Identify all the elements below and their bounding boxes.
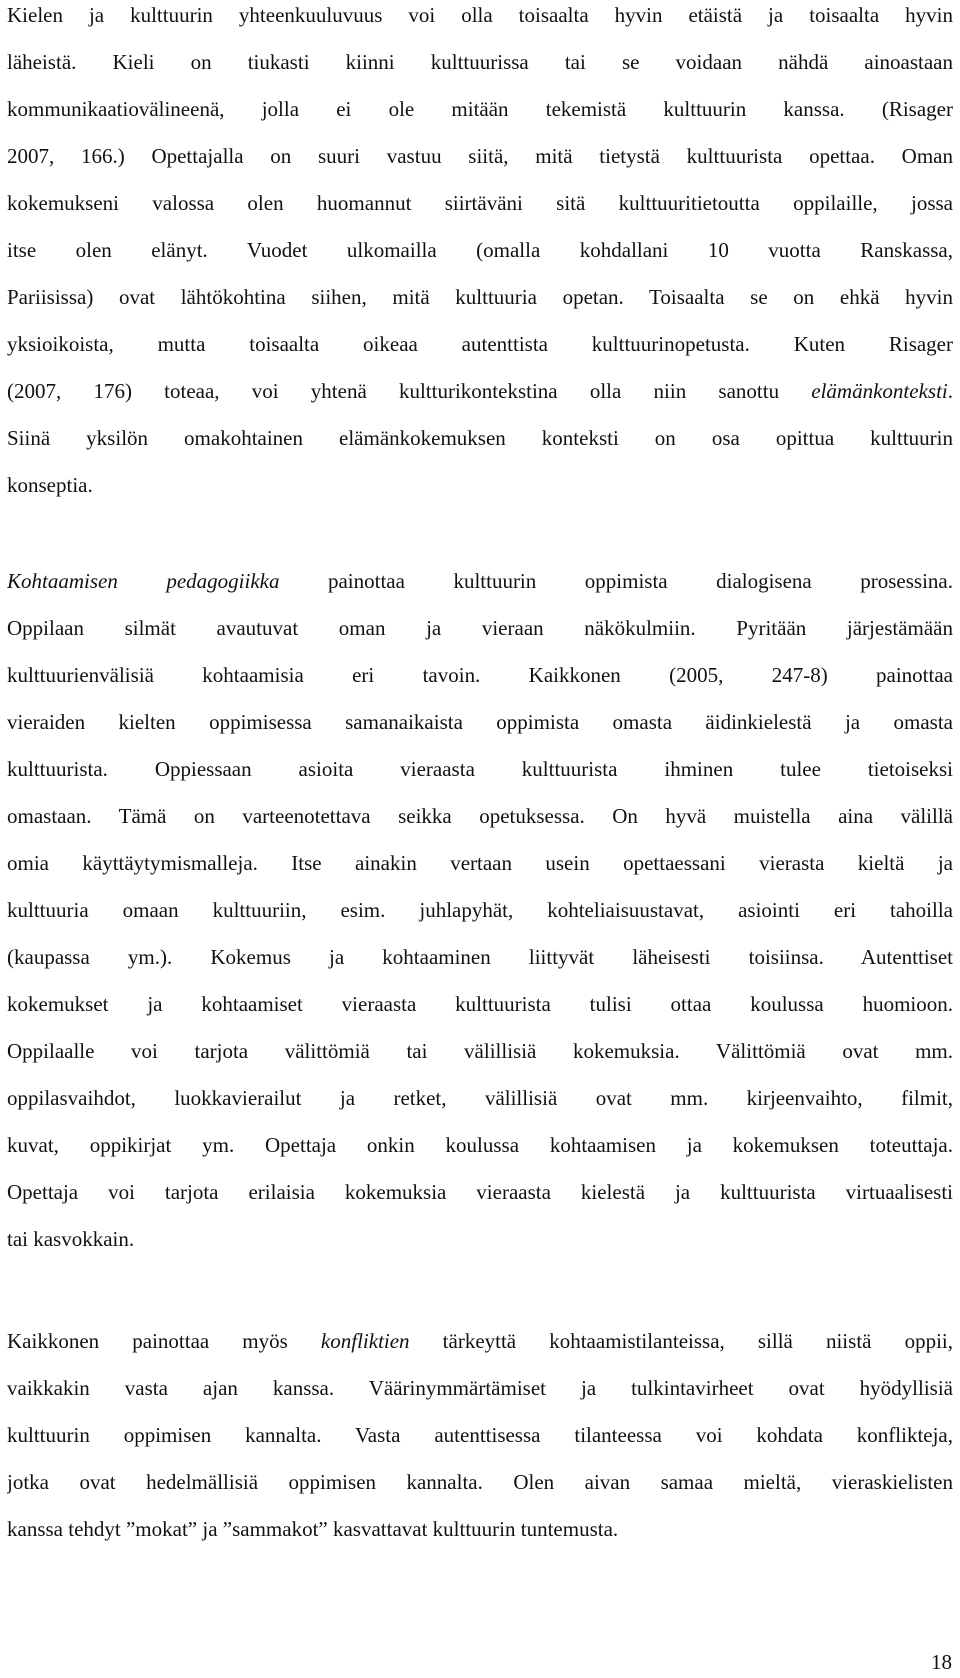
- text-segment: Pariisissa) ovat lähtökohtina siihen, mitä kulttuuria opetan. Toisaalta se on ehkä hyvin: [7, 285, 953, 309]
- text-line: [7, 1075, 953, 1122]
- text-segment: yksioikoista, mutta toisaalta oikeaa autenttista kulttuurinopetusta. Kuten Risager: [7, 332, 953, 356]
- italic-term: konfliktien: [320, 1329, 410, 1353]
- text-line: [7, 274, 953, 321]
- text-line: [7, 1506, 953, 1553]
- page-number: 18: [931, 1650, 952, 1674]
- text-segment: kulttuurin oppimisen kannalta. Vasta autenttisessa tilanteessa voi kohdata konflikteja,: [7, 1423, 953, 1447]
- text-segment: (kaupassa ym.). Kokemus ja kohtaaminen liittyvät läheisesti toisiinsa. Autenttiset: [7, 945, 953, 969]
- text-line: [7, 180, 953, 227]
- text-segment: Opettaja voi tarjota erilaisia kokemuksia vieraasta kielestä ja kulttuurista virtuaalisesti: [7, 1180, 953, 1204]
- text-segment: .: [947, 379, 953, 403]
- text-line: [7, 39, 953, 86]
- text-line: [7, 1365, 953, 1412]
- text-line: [7, 1459, 953, 1506]
- text-line: [7, 1318, 953, 1365]
- text-segment: Kaikkonen painottaa myös: [7, 1329, 321, 1353]
- text-segment: Kielen ja kulttuurin yhteenkuuluvuus voi olla toisaalta hyvin etäistä ja toisaalta hyvin: [7, 3, 953, 27]
- text-segment: kokemukset ja kohtaamiset vieraasta kulttuurista tulisi ottaa koulussa huomioon.: [7, 992, 953, 1016]
- paragraph-culture-language: [7, 0, 953, 509]
- text-line: [7, 558, 953, 605]
- text-line: [7, 1028, 953, 1075]
- text-line: [7, 887, 953, 934]
- text-line: [7, 793, 953, 840]
- text-line: [7, 746, 953, 793]
- text-line: [7, 699, 953, 746]
- text-segment: itse olen elänyt. Vuodet ulkomailla (omalla kohdallani 10 vuotta Ranskassa,: [7, 238, 953, 262]
- text-line: [7, 1412, 953, 1459]
- text-segment: oppilasvaihdot, luokkavierailut ja retket, välillisiä ovat mm. kirjeenvaihto, filmit,: [7, 1086, 953, 1110]
- text-segment: kulttuurienvälisiä kohtaamisia eri tavoin. Kaikkonen (2005, 247-8) painottaa: [7, 663, 953, 687]
- text-segment: kanssa tehdyt ”mokat” ja ”sammakot” kasvattavat kulttuurin tuntemusta.: [7, 1517, 619, 1541]
- text-segment: kulttuurista. Oppiessaan asioita vieraasta kulttuurista ihminen tulee tietoiseksi: [7, 757, 953, 781]
- text-segment: Oppilaalle voi tarjota välittömiä tai välillisiä kokemuksia. Välittömiä ovat mm.: [7, 1039, 953, 1063]
- text-line: [7, 1122, 953, 1169]
- text-line: [7, 0, 953, 39]
- text-segment: omastaan. Tämä on varteenotettava seikka opetuksessa. On hyvä muistella aina välillä: [7, 804, 953, 828]
- text-line: [7, 934, 953, 981]
- text-line: [7, 1216, 953, 1263]
- text-line: [7, 86, 953, 133]
- text-segment: kommunikaatiovälineenä, jolla ei ole mitään tekemistä kulttuurin kanssa. (Risager: [7, 97, 953, 121]
- text-segment: 2007, 166.) Opettajalla on suuri vastuu siitä, mitä tietystä kulttuurista opettaa. Oman: [7, 144, 953, 168]
- text-segment: tai kasvokkain.: [7, 1227, 135, 1251]
- text-line: [7, 1169, 953, 1216]
- italic-term: Kohtaamisen pedagogiikka: [7, 569, 280, 593]
- text-segment: vieraiden kielten oppimisessa samanaikaista oppimista omasta äidinkielestä ja omasta: [7, 710, 953, 734]
- text-segment: kulttuuria omaan kulttuuriin, esim. juhlapyhät, kohteliaisuustavat, asiointi eri tahoilla: [7, 898, 953, 922]
- text-line: [7, 415, 953, 462]
- text-segment: kuvat, oppikirjat ym. Opettaja onkin koulussa kohtaamisen ja kokemuksen toteuttaja.: [7, 1133, 953, 1157]
- text-segment: tärkeyttä kohtaamistilanteissa, sillä niistä oppii,: [409, 1329, 953, 1353]
- text-segment: konseptia.: [7, 473, 93, 497]
- text-line: [7, 652, 953, 699]
- text-segment: Oppilaan silmät avautuvat oman ja vieraan näkökulmiin. Pyritään järjestämään: [7, 616, 953, 640]
- text-line: [7, 981, 953, 1028]
- text-line: [7, 133, 953, 180]
- text-segment: omia käyttäytymismalleja. Itse ainakin vertaan usein opettaessani vierasta kieltä ja: [7, 851, 953, 875]
- text-line: [7, 605, 953, 652]
- text-line: [7, 321, 953, 368]
- text-segment: vaikkakin vasta ajan kanssa. Väärinymmärtämiset ja tulkintavirheet ovat hyödyllisiä: [7, 1376, 953, 1400]
- text-segment: Siinä yksilön omakohtainen elämänkokemuksen konteksti on osa opittua kulttuurin: [7, 426, 953, 450]
- text-segment: painottaa kulttuurin oppimista dialogisena prosessina.: [279, 569, 953, 593]
- text-line: [7, 227, 953, 274]
- text-segment: kokemukseni valossa olen huomannut siirtäväni sitä kulttuuritietoutta oppilaille, jossa: [7, 191, 953, 215]
- italic-term: elämänkonteksti: [811, 379, 948, 403]
- text-segment: läheistä. Kieli on tiukasti kiinni kulttuurissa tai se voidaan nähdä ainoastaan: [7, 50, 953, 74]
- paragraph-encounter-pedagogy: [7, 558, 953, 1263]
- paragraph-conflicts: [7, 1318, 953, 1553]
- text-line: [7, 462, 953, 509]
- text-segment: jotka ovat hedelmällisiä oppimisen kannalta. Olen aivan samaa mieltä, vieraskielisten: [7, 1470, 953, 1494]
- text-line: [7, 368, 953, 415]
- text-segment: (2007, 176) toteaa, voi yhtenä kultturikontekstina olla niin sanottu: [7, 379, 812, 403]
- text-line: [7, 840, 953, 887]
